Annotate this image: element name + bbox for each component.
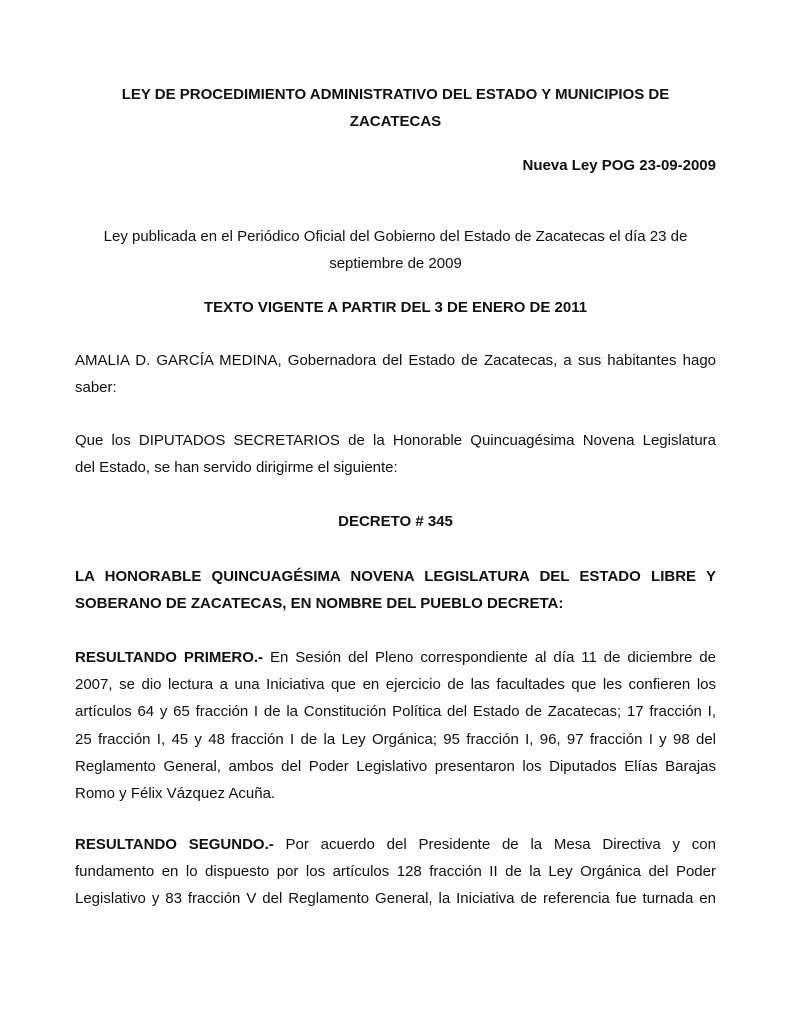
publication-note: Ley publicada en el Periódico Oficial del Gobierno del Estado de Zacatecas el día 23 de septiembre de 2009	[103, 228, 688, 273]
title-line: LEY DE PROCEDIMIENTO ADMINISTRATIVO DEL ESTADO Y MUNICIPIOS DE	[121, 86, 670, 103]
legislature-heading: LA HONORABLE QUINCUAGÉSIMA NOVENA LEGISLATURA DEL ESTADO LIBRE Y SOBERANO DE ZACATECAS, EN NOMBRE DEL PUEBLO DECRETA:	[75, 568, 716, 613]
governor-paragraph: AMALIA D. GARCÍA MEDINA, Gobernadora del Estado de Zacatecas, a sus habitantes hago saber:	[75, 352, 716, 397]
section-heading: RESULTANDO PRIMERO.-	[75, 649, 264, 666]
title-line: ZACATECAS	[349, 113, 442, 131]
reform-note: Nueva Ley POG 23-09-2009	[522, 157, 716, 174]
section-heading: RESULTANDO SEGUNDO.-	[75, 836, 274, 853]
secretaries-paragraph: Que los DIPUTADOS SECRETARIOS de la Honorable Quincuagésima Novena Legislatura del Estado, se han servido dirigirme el siguiente:	[75, 432, 716, 477]
resultando-primero: RESULTANDO PRIMERO.- En Sesión del Pleno correspondiente al día 11 de diciembre de 2007, se dio lectura a una Iniciativa que en ejercicio de las facultades que les confieren los artículos 64 y 65 fracción I de la Constitución Política del Estado de Zacatecas; 17 fracción I, 25 fracción I, 45 y 48 fracción I de la Ley Orgánica; 95 fracción I, 96, 97 fracción I y 98 del Reglamento General, ambos del Poder Legislativo presentaron los Diputados Elías Barajas Romo y Félix Vázquez Acuña.	[75, 649, 716, 802]
decree-number: DECRETO # 345	[338, 513, 453, 530]
document-title	[75, 81, 716, 135]
resultando-segundo: RESULTANDO SEGUNDO.- Por acuerdo del Presidente de la Mesa Directiva y con fundamento en lo dispuesto por los artículos 128 fracción II de la Ley Orgánica del Poder Legislativo y 83 fracción V del Reglamento General, la Iniciativa de referencia fue turnada en	[75, 836, 716, 908]
vigente-heading: TEXTO VIGENTE A PARTIR DEL 3 DE ENERO DE 2011	[203, 299, 588, 316]
